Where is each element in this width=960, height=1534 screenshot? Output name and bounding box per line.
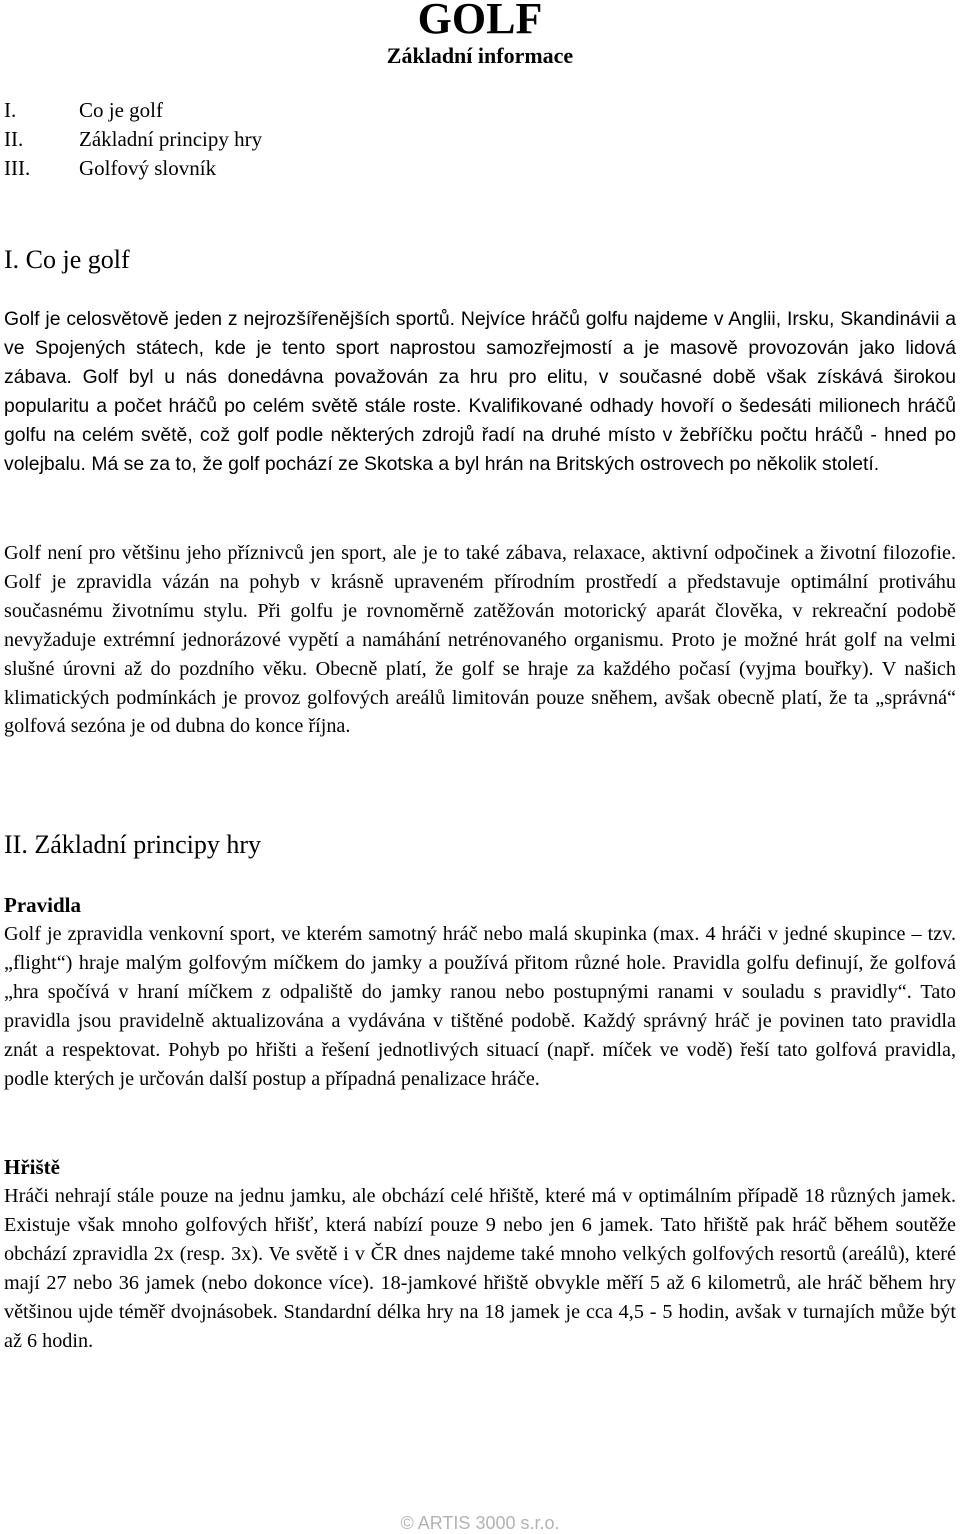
paragraph-philosophy: Golf není pro většinu jeho příznivců jen sport, ale je to také zábava, relaxace, aktivní odpočinek a životní filozofie. Golf je zpravidla vázán na pohyb v krásně upraveném přírodním prostředí a představuje optimální protiváhu současnému životnímu stylu. Při golfu je rovnoměrně zatěžován motorický aparát člověka, v rekreační podobě nevyžaduje extrémní jednorázové vypětí a namáhání netrénovaného organismu. Proto je možné hrát golf na velmi slušné úrovni až do pozdního věku. Obecně platí, že golf se hraje za každého počasí (vyjma bouřky). V našich klimatických podmínkách je provoz golfových areálů limitován pouze sněhem, avšak obecně platí, že ta „správná“ golfová sezóna je od dubna do konce října. [4, 542, 956, 738]
table-of-contents [4, 96, 262, 183]
subheading-course: Hřiště [4, 1155, 60, 1179]
section-heading-principles: II. Základní principy hry [4, 830, 262, 859]
subheading-rules: Pravidla [4, 893, 81, 917]
paragraph-intro: Golf je celosvětově jeden z nejrozšířenějších sportů. Nejvíce hráčů golfu najdeme v Anglii, Irsku, Skandinávii a ve Spojených státech, kde je tento sport naprostou samozřejmostí a je masově provozován jako lidová zábava. Golf byl u nás donedávna považován za hru pro elitu, v současné době však získává širokou popularitu a počet hráčů po celém světě stále roste. Kvalifikované odhady hovoří o šedesáti milionech hráčů golfu na celém světě, což golf podle některých zdrojů řadí na druhé místo v žebříčku počtu hráčů - hned po volejbalu. Má se za to, že golf pochází ze Skotska a byl hrán na Britských ostrovech po několik století. [4, 308, 956, 475]
toc-item [4, 96, 262, 125]
toc-item-number: II. [4, 127, 24, 151]
document-subtitle: Základní informace [386, 43, 574, 68]
paragraph-rules: Golf je zpravidla venkovní sport, ve kterém samotný hráč nebo malá skupinka (max. 4 hráči v jedné skupince – tzv. „flight“) hraje malým golfovým míčkem do jamky a používá přitom různé hole. Pravidla golfu definují, že golfová „hra spočívá v hraní míčkem z odpaliště do jamky ranou nebo postupnými ranami v souladu s pravidly“. Tato pravidla jsou pravidelně aktualizována a vydávána v tištěné podobě. Každý správný hráč je povinen tato pravidla znát a respektovat. Pohyb po hřišti a řešení jednotlivých situací (např. míček ve vodě) řeší tato golfová pravidla, podle kterých je určován další postup a případná penalizace hráče. [4, 923, 956, 1090]
toc-item-label: Základní principy hry [79, 127, 263, 151]
toc-item-number: I. [4, 98, 17, 122]
section-heading-what-is-golf: I. Co je golf [4, 245, 130, 274]
toc-item [4, 154, 262, 183]
toc-item-label: Golfový slovník [79, 156, 217, 180]
toc-item-label: Co je golf [79, 98, 163, 122]
paragraph-course: Hráči nehrají stále pouze na jednu jamku, ale obchází celé hřiště, které má v optimálním případě 18 různých jamek. Existuje však mnoho golfových hřišť, která nabízí pouze 9 nebo jen 6 jamek. Tato hřiště pak hráč během soutěže obchází zpravidla 2x (resp. 3x). Ve světě i v ČR dnes najdeme také mnoho velkých golfových resortů (areálů), které mají 27 nebo 36 jamek (nebo dokonce více). 18-jamkové hřiště obvykle měří 5 až 6 kilometrů, ale hráč během hry většinou ujde téměř dvojnásobek. Standardní délka hry na 18 jamek je cca 4,5 - 5 hodin, avšak v turnajích může být až 6 hodin. [4, 1185, 956, 1352]
toc-item [4, 125, 262, 154]
toc-item-number: III. [4, 156, 31, 180]
footer-copyright: © ARTIS 3000 s.r.o. [400, 1513, 560, 1533]
document-title: GOLF [417, 0, 543, 43]
